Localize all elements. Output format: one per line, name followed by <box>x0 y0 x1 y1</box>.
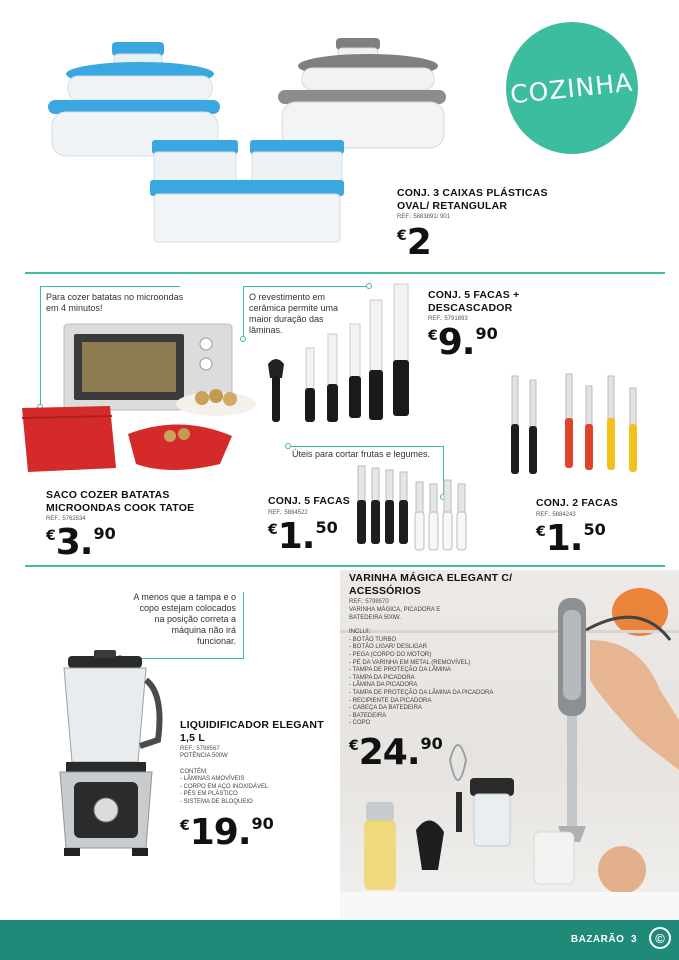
includes-item: - LÂMINA DA PICADORA <box>349 682 418 689</box>
countertop <box>340 892 679 920</box>
knife-handle <box>393 360 409 416</box>
callout-dot <box>240 336 246 342</box>
knife-blade <box>328 334 337 386</box>
price-decimal: 90 <box>251 813 274 833</box>
knife-blade <box>512 376 518 426</box>
price-currency: € <box>268 521 278 538</box>
copyright-icon: © <box>649 927 671 949</box>
product-ref: REF.: 5798567 <box>180 746 220 752</box>
knife-blade <box>394 284 408 362</box>
knife-group-black <box>357 466 408 544</box>
contents-label: CONTÉM: <box>180 768 208 775</box>
price-decimal: 90 <box>420 733 443 753</box>
containers-info <box>397 187 557 261</box>
price-integer: 9. <box>437 322 475 363</box>
price-decimal: 50 <box>315 517 338 537</box>
section-divider <box>25 272 665 274</box>
price-currency: € <box>46 528 56 544</box>
callout-dot <box>285 443 291 449</box>
knife-handle <box>349 376 361 418</box>
cover <box>416 820 444 870</box>
ceramic-knives-image <box>258 278 418 428</box>
potato <box>209 389 223 403</box>
jug-cap <box>94 650 116 658</box>
ceramic-note: O revestimento em cerâmica permite uma maior duração das lâminas. <box>249 292 339 335</box>
page-number: 3 <box>630 934 637 945</box>
product-ref: REF.: 5884522 <box>268 509 308 516</box>
product-ref: REF.: 5798570 <box>349 599 389 605</box>
includes-list <box>349 637 519 728</box>
badge-label: COZINHA <box>509 67 635 109</box>
potato <box>223 392 237 406</box>
price-decimal: 90 <box>475 324 498 343</box>
chopper-bowl <box>474 794 510 846</box>
peeler-head <box>268 359 284 378</box>
microwave-interior <box>82 342 176 392</box>
price-currency: € <box>397 228 407 244</box>
product-title: VARINHA MÁGICA ELEGANT C/ ACESSÓRIOS <box>349 572 513 597</box>
knife-blade <box>608 376 614 420</box>
product-ref: REF.: 5762534 <box>46 516 86 522</box>
price-decimal: 90 <box>93 524 116 543</box>
product-price <box>536 517 636 559</box>
knife-group-white <box>415 480 466 550</box>
knife-handle <box>511 424 519 474</box>
product-title: LIQUIDIFICADOR ELEGANT 1,5 L <box>180 719 324 744</box>
product-title: SACO COZER BATATAS MICROONDAS COOK TATOE <box>46 489 195 514</box>
container-body <box>154 152 236 182</box>
potato-note: Para cozer batatas no microondas em 4 minutos! <box>46 292 184 313</box>
hand-blender-info <box>349 572 519 771</box>
beaker <box>534 832 574 884</box>
knife-blade <box>630 388 636 426</box>
contents-item: - SISTEMA DE BLOQUEIO <box>180 798 253 805</box>
product-power: POTÊNCIA 500W <box>180 753 228 759</box>
jar-top <box>366 802 394 822</box>
potato <box>178 428 190 440</box>
colored-knives-image <box>500 366 650 482</box>
includes-item: - COPO <box>349 720 371 727</box>
product-ref: REF.: 5884243 <box>536 511 576 518</box>
product-price <box>46 522 216 563</box>
product-price <box>397 222 557 263</box>
blender-grip <box>563 610 581 700</box>
knife-blade <box>566 374 572 420</box>
contents-item: - LÂMINAS AMOVÍVEIS <box>180 776 245 783</box>
callout-line <box>40 286 180 287</box>
price-integer: 1. <box>277 515 315 557</box>
product-title: CONJ. 2 FACAS <box>536 497 618 509</box>
blender-shaft <box>567 716 577 826</box>
blender-note: A menos que a tampa e o copo estejam colocados na posição correta a máquina não irá funcionar. <box>133 592 236 646</box>
includes-item: - CABEÇA DA BATEDEIRA <box>349 705 422 712</box>
fruit-knives-image <box>348 462 478 554</box>
container-body <box>252 152 342 182</box>
product-description: VARINHA MÁGICA, PICADORA E BATEDEIRA 500W. <box>349 607 441 621</box>
contents-list <box>180 776 330 806</box>
includes-item: - BATEDEIRA <box>349 712 387 719</box>
includes-item: - BOTÃO TURBO <box>349 636 397 643</box>
product-title: CONJ. 3 CAIXAS PLÁSTICAS OVAL/ RETANGULAR <box>397 187 548 212</box>
knife-handle <box>607 418 615 470</box>
potato-bag-info <box>46 489 216 561</box>
section-badge <box>506 22 638 154</box>
peeler-handle <box>272 376 280 422</box>
product-ref: REF.: 5883891/ 901 <box>397 214 451 220</box>
product-price <box>268 515 358 557</box>
includes-label: INCLUI: <box>349 629 371 636</box>
container-body <box>302 68 434 90</box>
knife-handle <box>565 418 573 468</box>
blender-foot <box>132 848 148 856</box>
product-price <box>180 811 330 853</box>
potato <box>195 391 209 405</box>
oil-jar <box>364 820 396 890</box>
knives2-info <box>536 497 636 557</box>
knife-handle <box>327 384 338 422</box>
chopper-lid <box>470 778 514 796</box>
contents-item: - CORPO EM AÇO INOXIDÁVEL <box>180 783 269 790</box>
jug-collar <box>66 762 146 772</box>
price-integer: 19. <box>189 811 251 853</box>
microwave-knob <box>200 358 212 370</box>
second-hand <box>598 846 646 894</box>
footer-label: BAZARÃO 3 <box>570 934 637 945</box>
callout-line <box>288 446 444 447</box>
product-title: CONJ. 5 FACAS + DESCASCADOR <box>428 289 520 314</box>
includes-item: - TAMPA DA PICADORA <box>349 674 415 681</box>
speed-knob <box>94 798 118 822</box>
knife-handle <box>529 426 537 474</box>
product-ref: REF.: 5791893 <box>428 316 468 322</box>
container-body <box>154 194 340 242</box>
knife-handle <box>305 388 315 422</box>
callout-line <box>243 286 244 340</box>
knife-blade <box>350 324 360 378</box>
knife-blade <box>370 300 382 372</box>
price-integer: 3. <box>55 522 93 563</box>
price-decimal: 50 <box>583 519 606 539</box>
price-currency: € <box>536 523 546 540</box>
knife-handle <box>369 370 383 420</box>
contents-item: - PÉS EM PLÁSTICO <box>180 791 238 798</box>
container-body <box>68 76 212 100</box>
includes-item: - TAMPA DE PROTEÇÃO DA LÂMINA <box>349 667 452 674</box>
includes-item: - BOTÃO LIGAR/ DESLIGAR <box>349 644 428 651</box>
section-divider <box>25 565 665 567</box>
includes-item: - TAMPA DE PROTEÇÃO DA LÂMINA DA PICADORA <box>349 689 494 696</box>
hand <box>590 640 679 770</box>
product-title: CONJ. 5 FACAS <box>268 495 350 507</box>
includes-item: - RECIPIENTE DA PICADORA <box>349 697 432 704</box>
knives5-peeler-info <box>428 289 548 361</box>
price-integer: 1. <box>545 517 583 559</box>
microwave-image <box>20 318 260 478</box>
product-price <box>428 322 548 363</box>
price-integer: 24. <box>358 731 420 773</box>
fruit-note: Úteis para cortar frutas e legumes. <box>292 449 431 459</box>
callout-line <box>243 592 244 658</box>
whisk-handle <box>456 792 462 832</box>
product-price <box>349 731 519 773</box>
price-currency: € <box>349 737 359 754</box>
blender-foot <box>64 848 80 856</box>
knife-blade <box>586 386 592 426</box>
knives5-info <box>268 495 358 555</box>
microwave-knob <box>200 338 212 350</box>
knife-handle <box>629 424 637 472</box>
potato <box>164 430 176 442</box>
jug-body <box>64 668 146 762</box>
price-integer: 2 <box>406 222 431 263</box>
blender-jug-image <box>40 650 170 870</box>
price-currency: € <box>180 817 190 834</box>
blender-info <box>180 719 330 851</box>
price-currency: € <box>428 328 438 344</box>
knife-handle <box>585 424 593 470</box>
footer-bar <box>0 920 679 960</box>
includes-item: - PEGA (CORPO DO MOTOR) <box>349 651 432 658</box>
knife-blade <box>306 348 314 390</box>
knife-blade <box>530 380 536 428</box>
includes-item: - PÉ DA VARINHA EM METAL (REMOVÍVEL) <box>349 659 471 666</box>
